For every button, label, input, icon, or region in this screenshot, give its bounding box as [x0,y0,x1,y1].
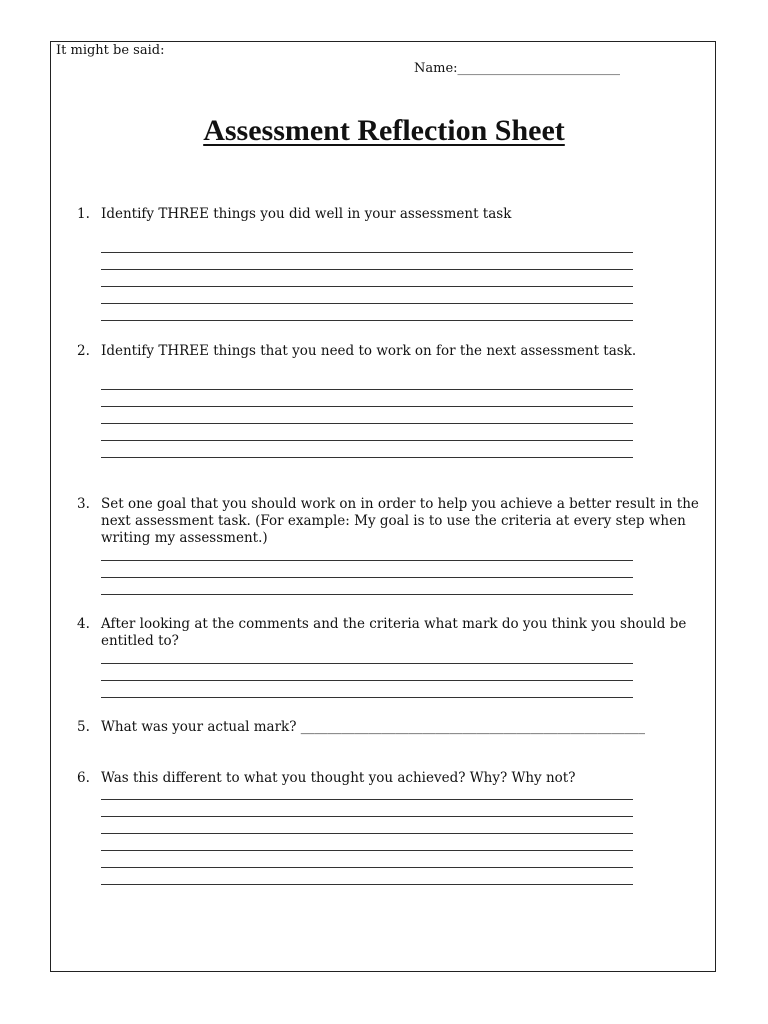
question-number: 4. [77,616,90,632]
answer-line [101,440,633,441]
question-text: Was this different to what you thought you achieved? Why? Why not? [101,770,576,786]
answer-line [101,406,633,407]
page-title: Assessment Reflection Sheet [203,114,565,147]
question-number: 3. [77,496,90,512]
answer-line [101,833,633,834]
answer-line [101,286,633,287]
question-text: After looking at the comments and the criteria what mark do you think you should be entitled to? [101,616,687,649]
answer-line [101,680,633,681]
question-number: 2. [77,343,90,359]
answer-line [101,663,633,664]
answer-line [101,303,633,304]
answer-line [101,594,633,595]
question-text: What was your actual mark? ___________________________________________________ [101,719,646,735]
question-text: Set one goal that you should work on in order to help you achieve a better result in the next assessment task. (For example: My goal is to use the criteria at every step when writing my assessment.) [101,496,699,546]
answer-line [101,252,633,253]
answer-line [101,389,633,390]
question-number: 6. [77,770,90,786]
name-field-label: Name:_________________________ [414,61,621,76]
answer-line [101,867,633,868]
question-text: Identify THREE things that you need to work on for the next assessment task. [101,343,637,359]
question-number: 1. [77,206,90,222]
answer-line [101,697,633,698]
answer-line [101,560,633,561]
answer-line [101,457,633,458]
answer-line [101,884,633,885]
answer-line [101,850,633,851]
question-text: Identify THREE things you did well in your assessment task [101,206,512,222]
answer-line [101,816,633,817]
answer-line [101,423,633,424]
question-number: 5. [77,719,90,735]
top-left-note: It might be said: [56,43,165,58]
answer-line [101,799,633,800]
answer-line [101,320,633,321]
answer-line [101,269,633,270]
answer-line [101,577,633,578]
